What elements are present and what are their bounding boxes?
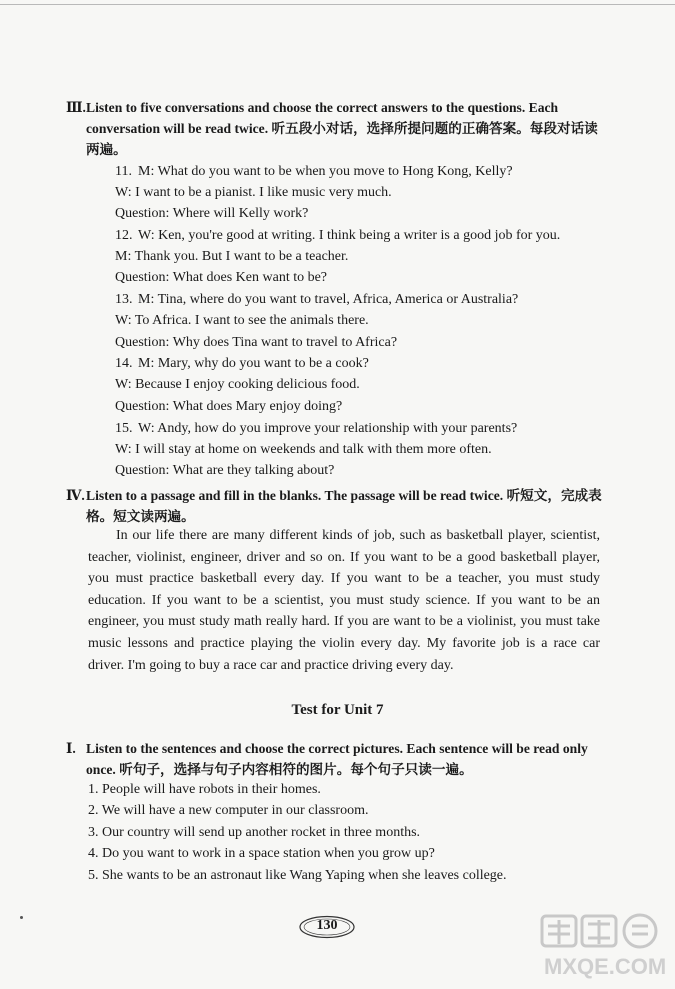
- section1-heading: [66, 738, 606, 780]
- q13-line3: Question: Why does Tina want to travel to Africa?: [115, 335, 398, 350]
- q14-num: 14.: [115, 356, 133, 371]
- q13-line1: M: Tina, where do you want to travel, Africa, America or Australia?: [138, 292, 519, 307]
- section4-heading: [66, 485, 606, 527]
- section3-number: Ⅲ.: [66, 100, 86, 115]
- section4-instruction-en: Listen to a passage and fill in the blanks. The passage will be read twice.: [86, 488, 504, 503]
- q15-line2: W: I will stay at home on weekends and talk with them more often.: [115, 442, 492, 457]
- s1-item-5: 5. She wants to be an astronaut like Wang Yaping when she leaves college.: [88, 868, 507, 883]
- section1-instruction-zh: 听句子，选择与句子内容相符的图片。每个句子只读一遍。: [119, 762, 473, 777]
- page-number: 130: [316, 918, 338, 933]
- q15-line3: Question: What are they talking about?: [115, 463, 335, 478]
- s1-item-3: 3. Our country will send up another rocket in three months.: [88, 825, 421, 840]
- watermark-logo: [536, 912, 666, 982]
- q12-num: 12.: [115, 228, 133, 243]
- s1-item-4: 4. Do you want to work in a space station when you grow up?: [88, 846, 435, 861]
- s1-item-2: 2. We will have a new computer in our classroom.: [88, 803, 369, 818]
- section3-instruction-zh: 听五段小对话，选择所提问题的正确答案。每段对话读两遍。: [86, 121, 598, 157]
- section3-heading: [66, 97, 606, 160]
- q15-line1: W: Andy, how do you improve your relationship with your parents?: [138, 421, 518, 436]
- q12-line1: W: Ken, you're good at writing. I think being a writer is a good job for you.: [138, 228, 561, 243]
- section1-number: Ⅰ.: [66, 741, 76, 756]
- test-title: Test for Unit 7: [291, 702, 384, 718]
- section4-number: Ⅳ.: [66, 488, 85, 503]
- q12-line3: Question: What does Ken want to be?: [115, 270, 328, 285]
- section4-passage: In our life there are many different kinds of job, such as basketball player, scientist, teacher, violinist, engineer, driver and so on. If you want to be a good basketball player, you must practice basketball every day. If you want to be a teacher, you must study education. If you want to be a scientist, you must study science. If you want to be an engineer, you must study math really hard. If you are want to be a violinist, you must take music lessons and practice playing the violin every day. My favorite job is a race car driver. I'm going to buy a race car and practice driving every day.: [88, 528, 600, 673]
- page-number-badge: [298, 915, 356, 939]
- q11-line3: Question: Where will Kelly work?: [115, 206, 309, 221]
- watermark-text: MXQE.COM: [544, 954, 666, 979]
- q11-num: 11.: [115, 164, 132, 179]
- speck-mark: [20, 916, 23, 919]
- section1-instruction-en: Listen to the sentences and choose the correct pictures. Each sentence will be read only once.: [86, 741, 588, 777]
- answer-stamp-icon: [536, 912, 666, 982]
- section3-instruction-en: Listen to five conversations and choose the correct answers to the questions. Each conversation will be read twice.: [86, 100, 559, 136]
- section4-instruction-zh: 听短文，完成表格。短文读两遍。: [86, 488, 602, 524]
- q13-line2: W: To Africa. I want to see the animals there.: [115, 313, 369, 328]
- q15-num: 15.: [115, 421, 133, 436]
- q14-line3: Question: What does Mary enjoy doing?: [115, 399, 343, 414]
- q13-num: 13.: [115, 292, 133, 307]
- q12-line2: M: Thank you. But I want to be a teacher.: [115, 249, 349, 264]
- q14-line1: M: Mary, why do you want to be a cook?: [138, 356, 369, 371]
- s1-item-1: 1. People will have robots in their homes.: [88, 782, 321, 797]
- q11-line1: M: What do you want to be when you move to Hong Kong, Kelly?: [138, 164, 513, 179]
- q11-line2: W: I want to be a pianist. I like music very much.: [115, 185, 392, 200]
- q14-line2: W: Because I enjoy cooking delicious food.: [115, 377, 360, 392]
- top-rule: [0, 4, 675, 5]
